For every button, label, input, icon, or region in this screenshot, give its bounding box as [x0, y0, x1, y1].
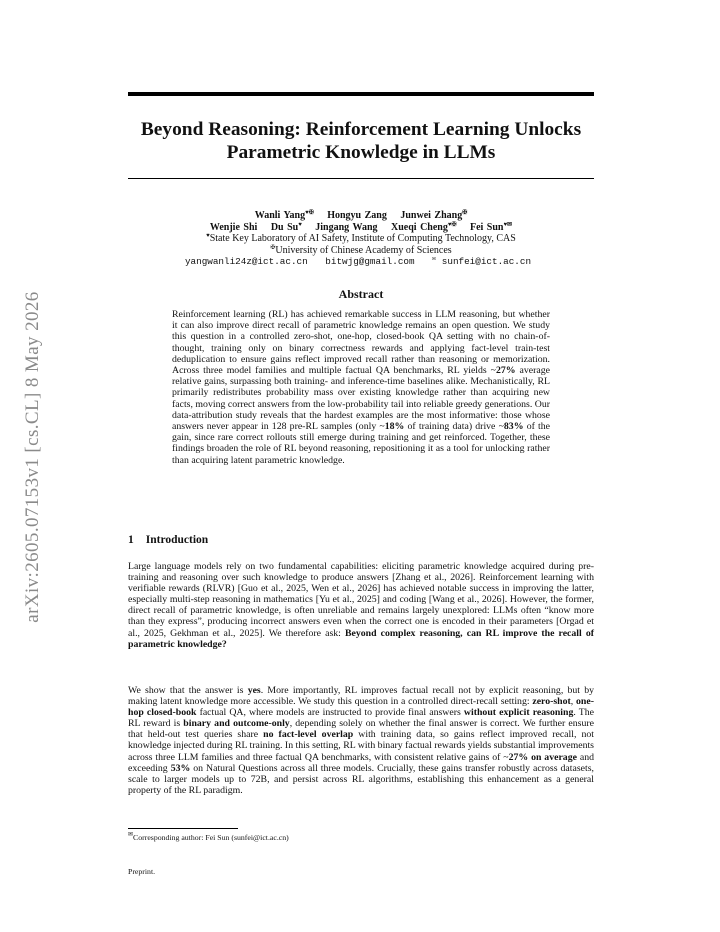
- section-heading-introduction: [128, 534, 594, 546]
- text-run: . More importantly, RL improves factual recall not by explicit reasoning, but by making latent knowledge more accessible. We study this question in a controlled direct-recall setting:: [128, 685, 594, 708]
- author-mark: ♥✠: [305, 210, 314, 216]
- title-line-1: Beyond Reasoning: Reinforcement Learning Unlocks: [140, 119, 582, 140]
- author: Fei Sun♥✉: [469, 221, 513, 233]
- author: Wenjie Shi: [209, 221, 258, 233]
- bold-text-run: 27%: [496, 365, 516, 377]
- author-mark: ♥✠: [447, 221, 457, 228]
- abstract-text: [172, 309, 550, 466]
- abstract-heading: Abstract: [338, 287, 384, 301]
- title-top-rule: [128, 92, 594, 96]
- author: Xueqi Cheng♥✠: [391, 221, 457, 233]
- bold-text-run: without explicit reasoning: [463, 707, 574, 719]
- footnote-rule: [128, 828, 238, 829]
- section-title: Introduction: [145, 534, 209, 546]
- title-line-2: Parametric Knowledge in LLMs: [226, 142, 496, 163]
- bold-text-run: 18%: [384, 421, 405, 433]
- affiliation-1: ♥State Key Laboratory of AI Safety, Institute of Computing Technology, CAS: [206, 233, 516, 245]
- author-line-2: [128, 222, 594, 234]
- text-run: Reinforcement learning (RL) has achieved remarkable success in LLM reasoning, but whether it can also improve direct recall of parametric knowledge remains an open question. We study this question in a controlled zero-shot, one-hop, closed-book QA setting with no chain-of-thought, training only on binary correctness rewards and applying fact-level train-test deduplication to ensure gains reflect improved recall rather than reasoning or memorization. Across three model families and multiple factual QA benchmarks, RL yields ~: [172, 309, 550, 377]
- bold-text-run: Beyond complex reasoning, can RL improve the recall of parametric knowledge?: [128, 627, 594, 650]
- bold-text-run: 27% on average: [508, 751, 577, 763]
- text-run: ,: [570, 696, 577, 708]
- author-emails: [128, 256, 594, 268]
- text-run: of the gain, since rare correct rollouts still emerge during training and get reinforced. Together, these findings broaden the role of RL beyond reasoning, repositioning it as a tool for unlocking rather than acquiring latent parametric knowledge.: [172, 421, 551, 466]
- envelope-icon: ✉: [432, 255, 436, 263]
- author-line-1: [128, 210, 594, 222]
- bold-text-run: binary and outcome-only: [183, 718, 290, 730]
- text-run: Large language models rely on two fundamental capabilities: eliciting parametric knowledge acquired during pre-training and reasoning over such knowledge to produce answers [Zhang et al., 2026]. Reinforcement learning with verifiable rewards (RLVR) [Guo et al., 2025, Wen et al., 2026] has achieved notable success in improving the latter, especially multi-step reasoning in mathematics [Yu et al., 2025] and coding [Wang et al., 2026]. However, the former, direct recall of parametric knowledge, is often unreliable and remains largely unexplored: LLMs often “know more than they express”, producing incorrect answers even when the correct one is encoded in their parameters [Orgad et al., 2025, Gekhman et al., 2025]. We therefore ask:: [128, 561, 594, 639]
- section-number: 1: [128, 534, 134, 546]
- text-run: We show that the answer is: [128, 685, 248, 696]
- bold-text-run: no fact-level overlap: [263, 729, 354, 741]
- author-mark: ✠: [462, 210, 468, 216]
- author: Junwei Zhang✠: [400, 210, 468, 221]
- bold-text-run: yes: [247, 685, 261, 696]
- email-link[interactable]: ✉ sunfei@ict.ac.cn: [432, 255, 532, 268]
- title-bottom-rule: [128, 178, 594, 179]
- text-run: average relative gains, surpassing both training- and inference-time baselines alike. Mechanistically, RL primarily redistributes probability mass over existing knowledge rather than acquiring new facts, moving correct answers from the low-probability tail into reliable greedy generations. Our data-attribution study reveals that the hardest examples are the most informative: those whose answers never appear in 128 pre-RL samples (only ~: [172, 365, 550, 433]
- text-run: on Natural Questions across all three models. Crucially, these gains transfer robustly across datasets, scale to larger models up to 72B, and persist across RL algorithms, establishing this enhancement as a general property of the RL paradigm.: [128, 762, 594, 796]
- envelope-icon: ✉: [128, 832, 134, 838]
- text-run: with training data, so gains reflect improved recall, not knowledge injected during RL training. In this setting, RL with binary factual rewards yields substantial improvements across three LLM families and three factual QA benchmarks, with consistent relative gains of ~: [128, 729, 594, 763]
- bold-text-run: zero-shot: [532, 696, 571, 708]
- author: Du Su♥: [270, 221, 302, 233]
- author-mark: ♥: [298, 221, 302, 228]
- arxiv-watermark: [21, 262, 45, 652]
- author-mark: ♥✉: [503, 221, 513, 228]
- intro-paragraph-2: [128, 685, 594, 796]
- email-link[interactable]: bitwjg@gmail.com: [325, 256, 415, 268]
- bold-text-run: one-hop closed-book: [128, 696, 594, 719]
- email-link[interactable]: yangwanli24z@ict.ac.cn: [184, 256, 308, 268]
- text-run: and exceeding: [128, 751, 594, 774]
- author: Jingang Wang: [315, 221, 378, 233]
- arxiv-identifier: arXiv:2605.07153v1 [cs.CL] 8 May 2026: [22, 291, 43, 623]
- text-run: of training data) drive ~: [404, 421, 504, 433]
- author-block: [128, 210, 594, 268]
- text-run: , depending solely on whether the final answer is correct. We further ensure that held-out test queries share: [128, 718, 594, 741]
- bold-text-run: 83%: [503, 421, 524, 433]
- text-run: factual QA, where models are instructed to provide final answers: [196, 707, 464, 719]
- intro-paragraph-1: [128, 561, 594, 650]
- affiliation-mark: ♥: [206, 233, 210, 240]
- footnote: ✉Corresponding author: Fei Sun (sunfei@ict.ac.cn): [128, 832, 289, 842]
- text-run: . The RL reward is: [128, 707, 595, 730]
- affiliation-2: ✠University of Chinese Academy of Sciences: [270, 244, 452, 256]
- author: Wanli Yang♥✠: [254, 210, 314, 221]
- preprint-label: Preprint.: [128, 867, 156, 876]
- author: Hongyu Zang: [327, 210, 387, 221]
- affiliation-mark: ✠: [270, 244, 276, 251]
- bold-text-run: 53%: [170, 762, 191, 774]
- paper-title: [128, 118, 594, 164]
